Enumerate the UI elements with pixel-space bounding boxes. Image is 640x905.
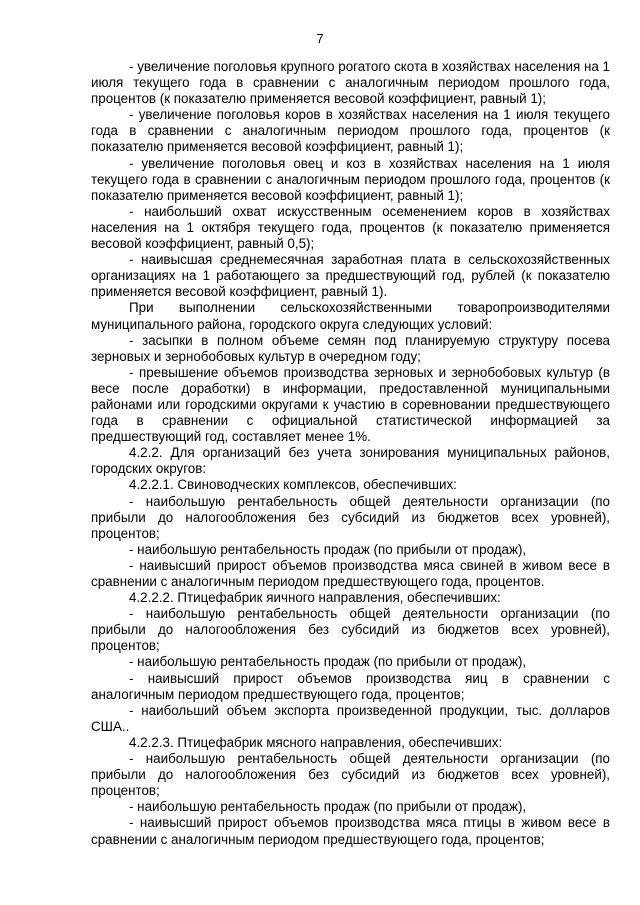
section-4-2-2-2-heading: 4.2.2.2. Птицефабрик яичного направления, обеспечивших:	[129, 590, 501, 606]
page-number: 7	[316, 31, 324, 46]
paragraph-insemination-coverage: - наибольший охват искусственным осеменением коров в хозяйствах населения на 1 октября текущего года, процентов (к показателю применяется весовой коэффициент, равный 0,5);	[91, 203, 610, 252]
paragraph-seed-stocking: - засыпки в полном объеме семян под планируемую структуру посева зерновых и зернобобовых культур в очередном году;	[91, 332, 610, 364]
document-body	[91, 59, 610, 848]
paragraph-egg-production-growth: - наивысший прирост объемов производства яиц в сравнении с аналогичным периодом предшествующего года, процентов;	[91, 670, 610, 702]
paragraph-poultry-overall-profitability: - наибольшую рентабельность общей деятельности организации (по прибыли до налогообложения без субсидий из бюджетов всех уровней), процентов;	[91, 751, 610, 799]
paragraph-sheep-goats-increase: - увеличение поголовья овец и коз в хозяйствах населения на 1 июля текущего года в сравнении с аналогичным периодом прошлого года, процентов (к показателю применяется весовой коэффициент, равный 1);	[91, 155, 610, 203]
section-4-2-2-1-heading: 4.2.2.1. Свиноводческих комплексов, обеспечивших:	[129, 477, 457, 493]
paragraph-conditions-intro: При выполнении сельскохозяйственными товаропроизводителями муниципального района, городского округа следующих условий:	[91, 300, 610, 332]
paragraph-egg-overall-profitability: - наибольшую рентабельность общей деятельности организации (по прибыли до налогообложения без субсидий из бюджетов всех уровней), процентов;	[91, 606, 610, 654]
paragraph-pig-overall-profitability: - наибольшую рентабельность общей деятельности организации (по прибыли до налогообложения без субсидий из бюджетов всех уровней), процентов;	[91, 493, 610, 541]
paragraph-pig-sales-profitability: - наибольшую рентабельность продаж (по прибыли от продаж),	[129, 541, 527, 557]
paragraph-cows-increase: - увеличение поголовья коров в хозяйствах населения на 1 июля текущего года в сравнении с аналогичным периодом прошлого года, процентов (к показателю применяется весовой коэффициент, равный 1);	[91, 107, 610, 155]
section-4-2-2-heading: 4.2.2. Для организаций без учета зонирования муниципальных районов, городских округов:	[91, 445, 610, 477]
paragraph-cattle-increase: - увеличение поголовья крупного рогатого скота в хозяйствах населения на 1 июля текущего года в сравнении с аналогичным периодом прошлого года, процентов (к показателю применяется весовой коэффициент, равный 1);	[91, 59, 610, 107]
paragraph-poultry-sales-profitability: - наибольшую рентабельность продаж (по прибыли от продаж),	[129, 799, 527, 815]
paragraph-egg-sales-profitability: - наибольшую рентабельность продаж (по прибыли от продаж),	[129, 654, 527, 670]
paragraph-pig-meat-growth: - наивысший прирост объемов производства мяса свиней в живом весе в сравнении с аналогичным периодом предшествующего года, процентов.	[91, 557, 610, 589]
section-4-2-2-3-heading: 4.2.2.3. Птицефабрик мясного направления, обеспечивших:	[129, 734, 503, 750]
paragraph-egg-export-volume: - наибольший объем экспорта произведенной продукции, тыс. долларов США..	[91, 702, 610, 734]
paragraph-highest-salary: - наивысшая среднемесячная заработная плата в сельскохозяйственных организациях на 1 работающего за предшествующий год, рублей (к показателю применяется весовой коэффициент, равный 1).	[91, 252, 610, 300]
paragraph-poultry-meat-growth: - наивысший прирост объемов производства мяса птицы в живом весе в сравнении с аналогичным периодом предшествующего года, процентов;	[91, 815, 610, 847]
paragraph-grain-volume-excess: - превышение объемов производства зерновых и зернобобовых культур (в весе после доработки) в информации, предоставленной муниципальными районами или городскими округами к участию в соревновании предшествующего года в сравнении с официальной статистической информацией за предшествующий год, составляет менее 1%.	[91, 364, 610, 445]
